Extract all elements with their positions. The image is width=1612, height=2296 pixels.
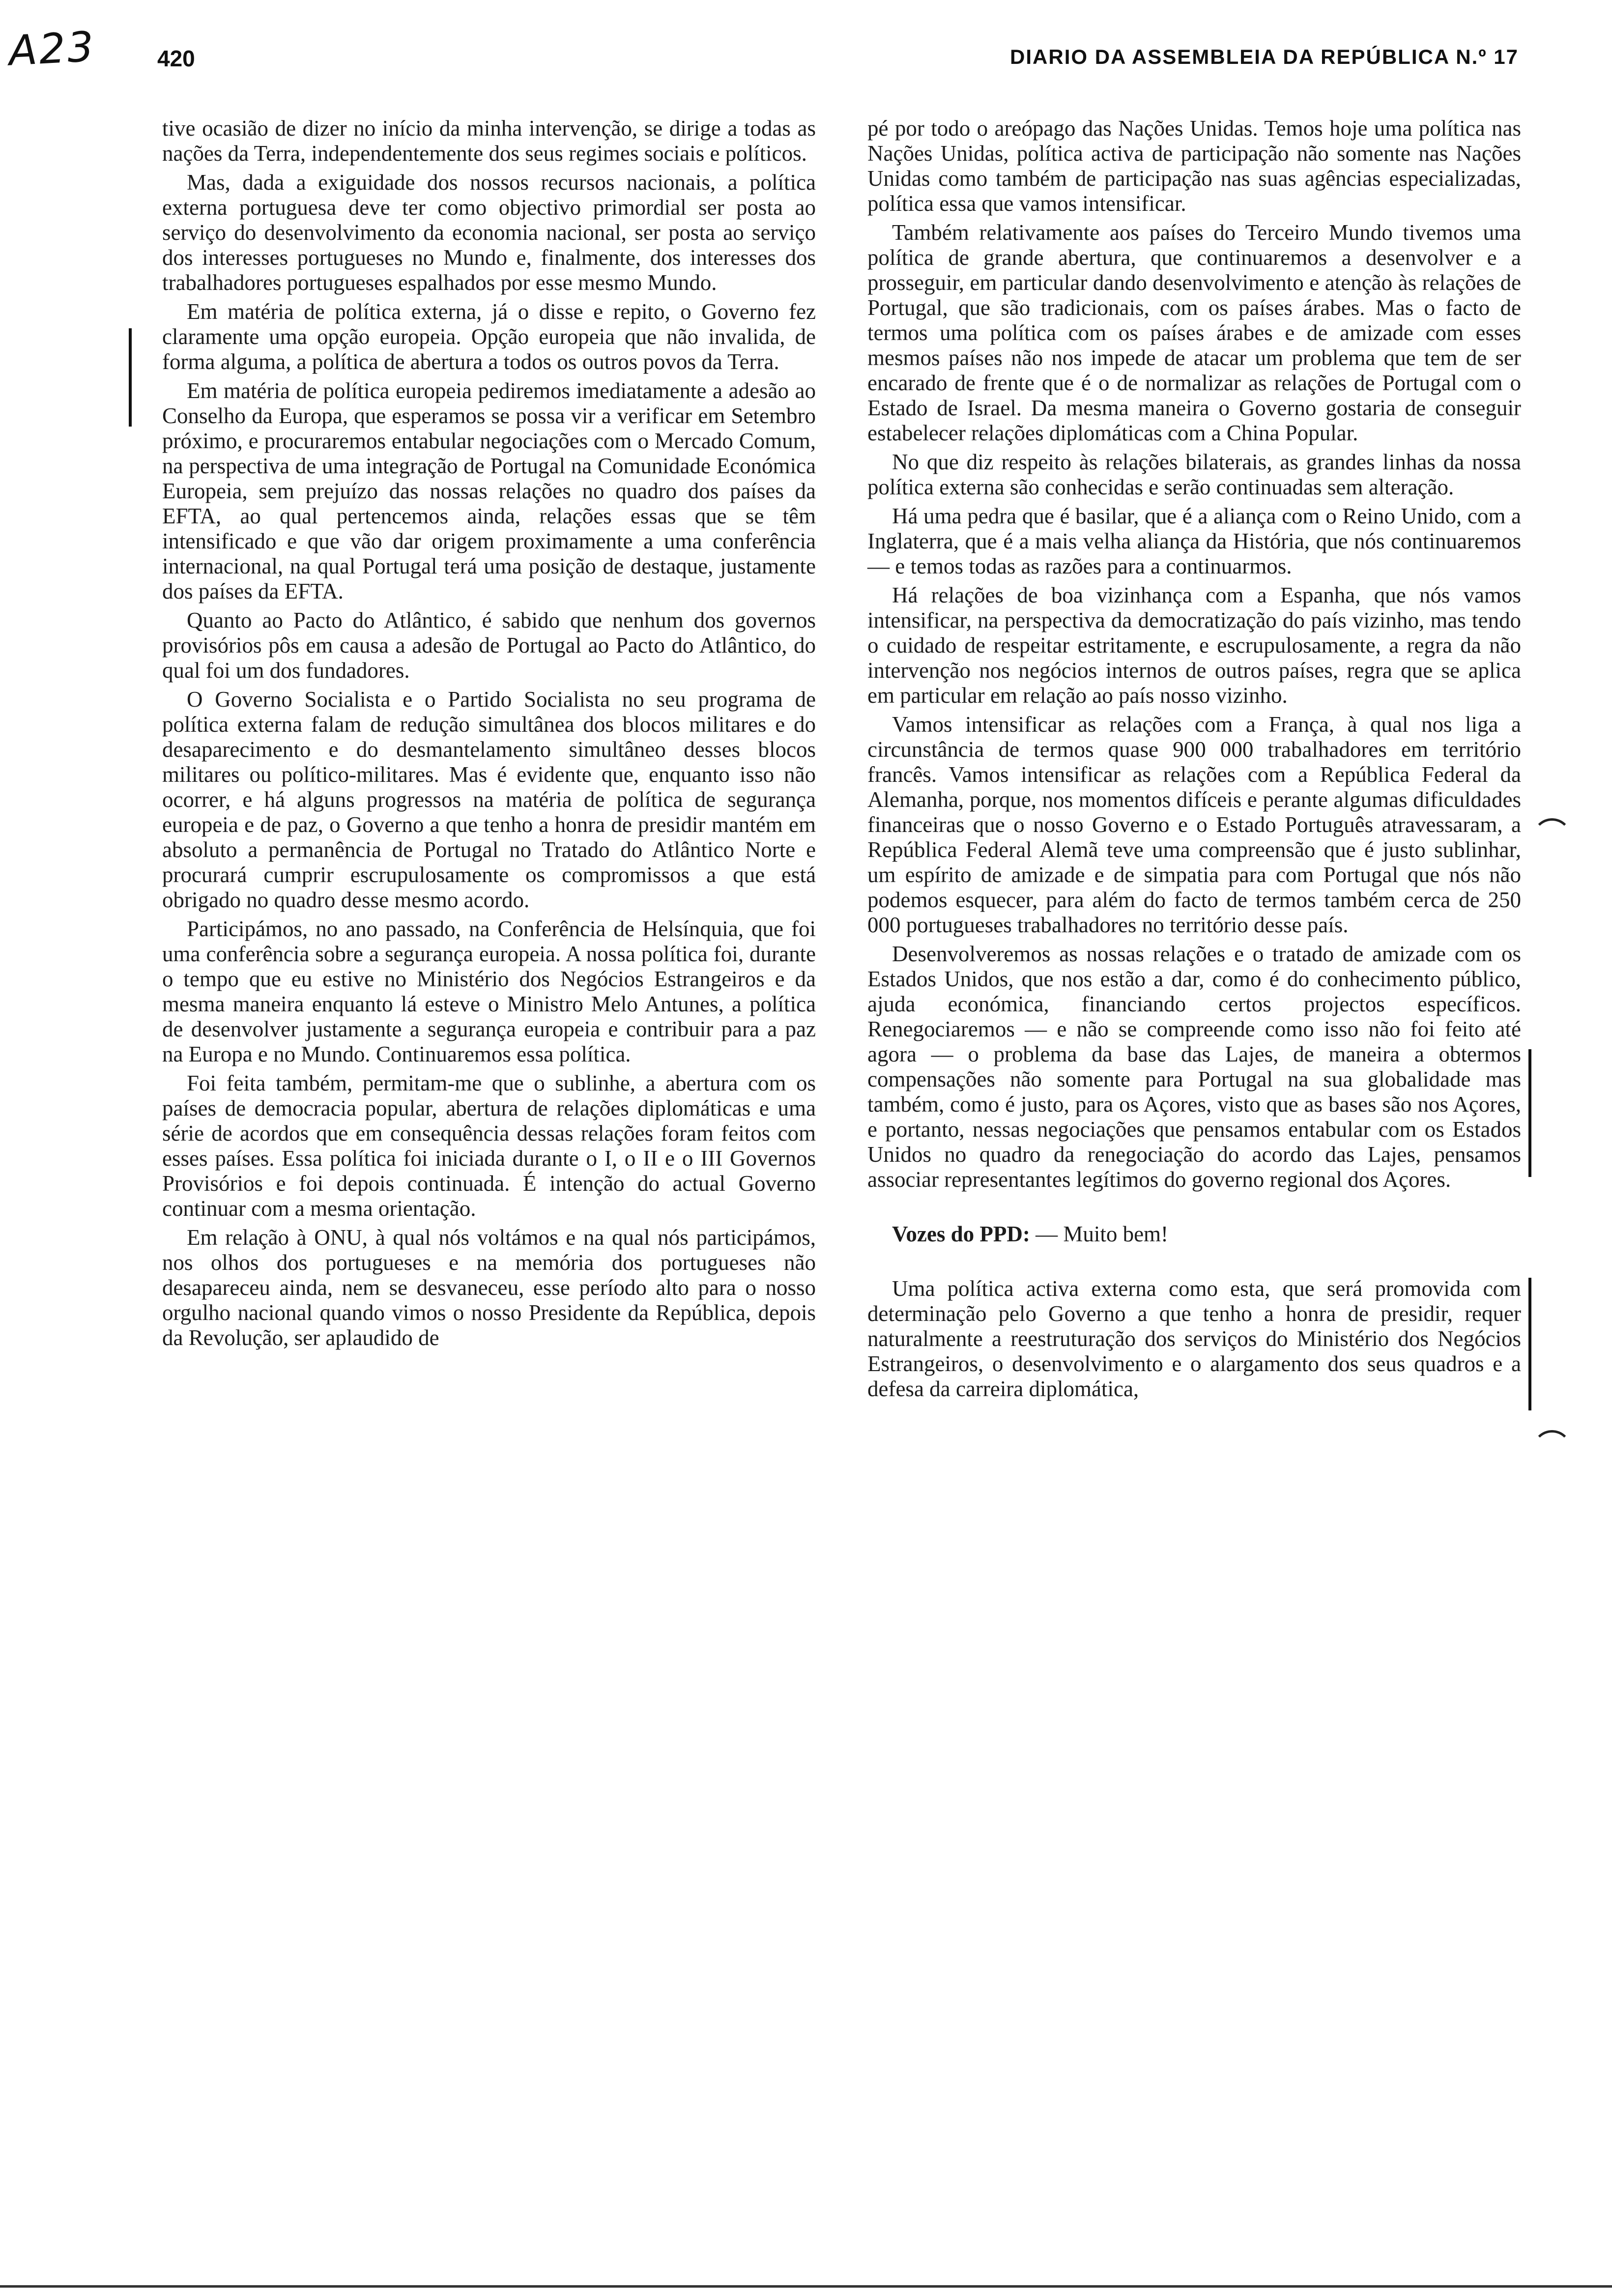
paragraph: tive ocasião de dizer no início da minha intervenção, se dirige a todas as nações da Terra, independentemente dos seus regimes sociais e políticos. <box>162 116 816 166</box>
paragraph: Uma política activa externa como esta, que será promovida com determinação pelo Governo a que tenho a honra de presidir, requer naturalmente a reestruturação dos serviços do Ministério dos Negócios Estrangeiros, o desenvolvimento e o alargamento dos seus quadros e a defesa da carreira diplomática, <box>867 1276 1521 1401</box>
paragraph: Vamos intensificar as relações com a França, à qual nos liga a circunstância de termos quase 900 000 trabalhadores em território francês. Vamos intensificar as relações com a República Federal da Alemanha, porque, nos momentos difíceis e perante algumas dificuldades financeiras que o nosso Governo e o Estado Português atravessaram, a República Federal Alemã teve uma compreensão que é justo sublinhar, um espírito de amizade e de simpatia para com Portugal que nós não podemos esquecer, para além do facto de termos também cerca de 250 000 portugueses trabalhadores no território desse país. <box>867 712 1521 937</box>
right-column <box>867 116 1521 1406</box>
margin-bracket-right <box>1528 1049 1531 1177</box>
paragraph: No que diz respeito às relações bilaterais, as grandes linhas da nossa política externa são conhecidas e serão continuadas sem alteração. <box>867 450 1521 499</box>
speaker-remark: — Muito bem! <box>1030 1222 1169 1246</box>
speaker-interjection <box>867 1222 1521 1247</box>
margin-mark-left <box>129 328 132 427</box>
paragraph: pé por todo o areópago das Nações Unidas. Temos hoje uma política nas Nações Unidas, política activa de participação não somente nas Nações Unidas como também de participação nas suas agências especializadas, política essa que vamos intensificar. <box>867 116 1521 216</box>
paragraph: Participámos, no ano passado, na Conferência de Helsínquia, que foi uma conferência sobre a segurança europeia. A nossa política foi, durante o tempo que eu estive no Ministério dos Negócios Estrangeiros e da mesma maneira enquanto lá esteve o Ministro Melo Antunes, a política de desenvolver justamente a segurança europeia e contribuir para a paz na Europa e no Mundo. Continuaremos essa política. <box>162 917 816 1066</box>
paragraph: Quanto ao Pacto do Atlântico, é sabido que nenhum dos governos provisórios pôs em causa a adesão de Portugal ao Pacto do Atlântico, do qual foi um dos fundadores. <box>162 608 816 683</box>
margin-arc-mark <box>1532 818 1572 858</box>
paragraph: Há relações de boa vizinhança com a Espanha, que nós vamos intensificar, na perspectiva da democratização do país vizinho, mas tendo o cuidado de respeitar estritamente, e escrupulosamente, a regra da não intervenção nos negócios internos de outros países, regra que se aplica em particular em relação ao país nosso vizinho. <box>867 583 1521 708</box>
running-head: DIARIO DA ASSEMBLEIA DA REPÚBLICA N.º 17 <box>1010 45 1519 68</box>
paragraph: O Governo Socialista e o Partido Socialista no seu programa de política externa falam de redução simultânea dos blocos militares e do desaparecimento e do desmantelamento simultâneo desses blocos militares ou político-militares. Mas é evidente que, enquanto isso não ocorrer, e há alguns progressos na matéria de política de segurança europeia e de paz, o Governo a que tenho a honra de presidir mantém em absoluto a permanência de Portugal no Tratado do Atlântico Norte e procurará cumprir escrupulosamente os compromissos a que está obrigado no quadro desse mesmo acordo. <box>162 687 816 912</box>
paragraph: Em matéria de política externa, já o disse e repito, o Governo fez claramente uma opção europeia. Opção europeia que não invalida, de forma alguma, a política de abertura a todos os outros povos da Terra. <box>162 299 816 374</box>
paragraph: Desenvolveremos as nossas relações e o tratado de amizade com os Estados Unidos, que nos estão a dar, como é do conhecimento público, ajuda económica, financiando certos projectos específicos. Renegociaremos — e não se compreende como isso não foi feito até agora — o problema da base das Lajes, de maneira a obtermos compensações não somente para Portugal na sua globalidade mas também, como é justo, para os Açores, visto que as bases são nos Açores, e portanto, nessas negociações que pensamos entabular com os Estados Unidos no quadro da renegociação do acordo das Lajes, pensamos associar representantes legítimos do governo regional dos Açores. <box>867 942 1521 1192</box>
paragraph: Mas, dada a exiguidade dos nossos recursos nacionais, a política externa portuguesa deve ter como objectivo primordial ser posta ao serviço do desenvolvimento da economia nacional, ser posta ao serviço dos interesses portugueses no Mundo e, finalmente, dos interesses dos trabalhadores portugueses espalhados por esse mesmo Mundo. <box>162 170 816 295</box>
handwritten-archive-id: A23 <box>7 22 97 75</box>
paragraph: Em relação à ONU, à qual nós voltámos e na qual nós participámos, nos olhos dos portugueses e na memória dos portugueses não desapareceu ainda, nem se desvaneceu, esse período alto para o nosso orgulho nacional quando vimos o nosso Presidente da República, depois da Revolução, ser aplaudido de <box>162 1225 816 1350</box>
margin-arc-mark <box>1532 1430 1572 1469</box>
paragraph: Em matéria de política europeia pediremos imediatamente a adesão ao Conselho da Europa, que esperamos se possa vir a verificar em Setembro próximo, e procuraremos entabular negociações com o Mercado Comum, na perspectiva de uma integração de Portugal na Comunidade Económica Europeia, sem prejuízo das nossas relações no quadro dos países da EFTA, ao qual pertencemos ainda, relações essas que se têm intensificado e que vão dar origem proximamente a uma conferência internacional, na qual Portugal terá uma posição de destaque, justamente dos países da EFTA. <box>162 378 816 603</box>
left-column <box>162 116 816 1354</box>
paragraph: Também relativamente aos países do Terceiro Mundo tivemos uma política de grande abertura, que continuaremos a desenvolver e a prosseguir, em particular dando desenvolvimento e atenção às relações de Portugal, que são tradicionais, com os países árabes. Mas o facto de termos uma política com os países árabes e de amizade com esses mesmos países não nos impede de atacar um problema que tem de ser encarado de frente que é o de normalizar as relações de Portugal com o Estado de Israel. Da mesma maneira o Governo gostaria de conseguir estabelecer relações diplomáticas com a China Popular. <box>867 220 1521 445</box>
page-number: 420 <box>157 46 195 71</box>
paragraph: Foi feita também, permitam-me que o sublinhe, a abertura com os países de democracia popular, abertura de relações diplomáticas e uma série de acordos que em consequência dessas relações foram feitos com esses países. Essa política foi iniciada durante o I, o II e o III Governos Provisórios e foi depois continuada. É intenção do actual Governo continuar com a mesma orientação. <box>162 1071 816 1221</box>
scan-bottom-edge <box>0 2285 1612 2288</box>
speaker-name: Vozes do PPD: <box>892 1222 1030 1246</box>
margin-bracket-right <box>1528 1278 1531 1410</box>
paragraph: Há uma pedra que é basilar, que é a aliança com o Reino Unido, com a Inglaterra, que é a mais velha aliança da História, que nós continuaremos — e temos todas as razões para a continuarmos. <box>867 504 1521 578</box>
